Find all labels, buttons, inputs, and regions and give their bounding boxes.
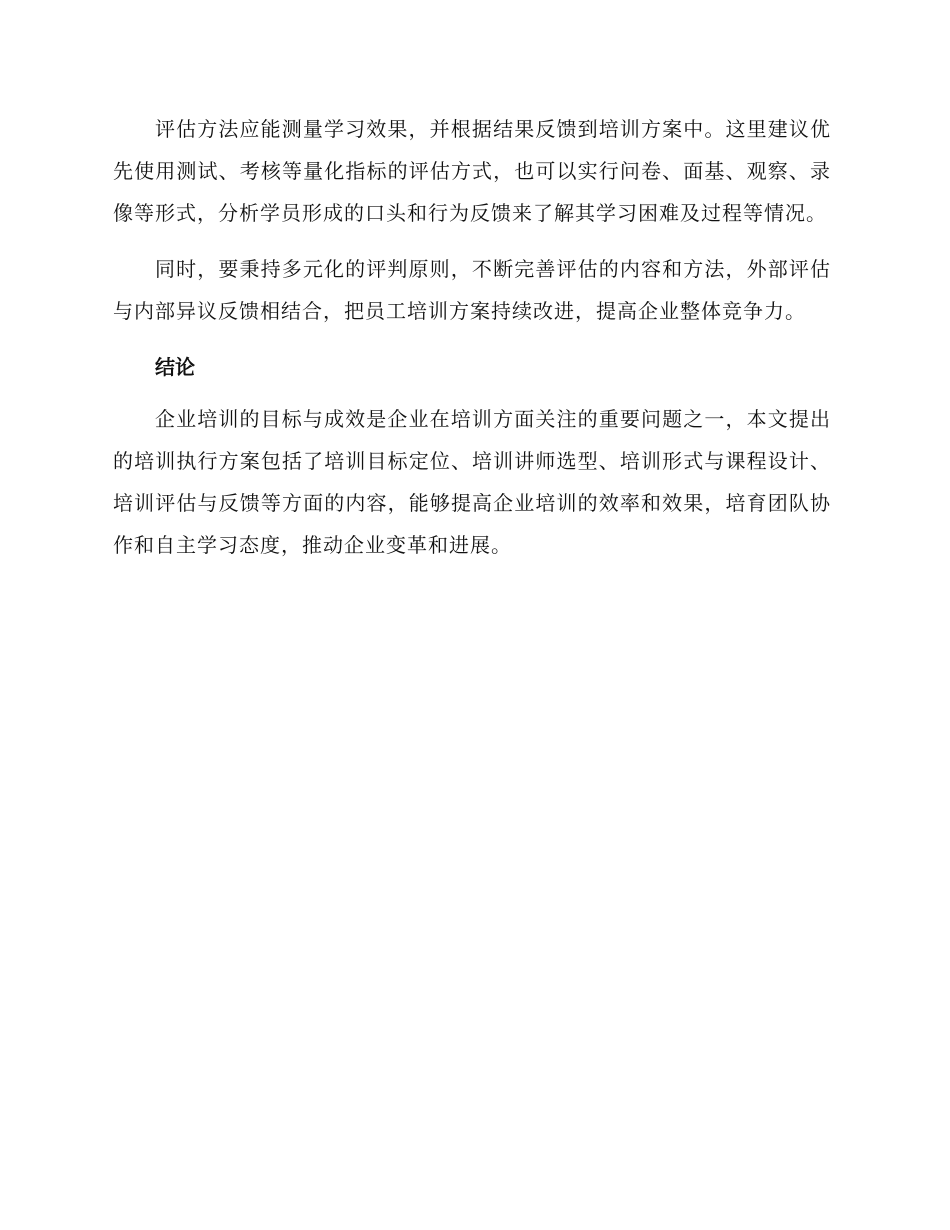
paragraph-diversified-evaluation: 同时，要秉持多元化的评判原则，不断完善评估的内容和方法，外部评估与内部异议反馈相结合，把员工培训方案持续改进，提高企业整体竞争力。 [113, 257, 831, 323]
paragraph-evaluation-methods: 评估方法应能测量学习效果，并根据结果反馈到培训方案中。这里建议优先使用测试、考核等量化指标的评估方式，也可以实行问卷、面基、观察、录像等形式，分析学员形成的口头和行为反馈来了解其学习困难及过程等情况。 [113, 117, 831, 225]
document-page [113, 108, 831, 580]
conclusion-heading: 结论 [155, 355, 195, 379]
paragraph-conclusion: 企业培训的目标与成效是企业在培训方面关注的重要问题之一，本文提出的培训执行方案包括了培训目标定位、培训讲师选型、培训形式与课程设计、培训评估与反馈等方面的内容，能够提高企业培训的效率和效果，培育团队协作和自主学习态度，推动企业变革和进展。 [113, 407, 831, 557]
